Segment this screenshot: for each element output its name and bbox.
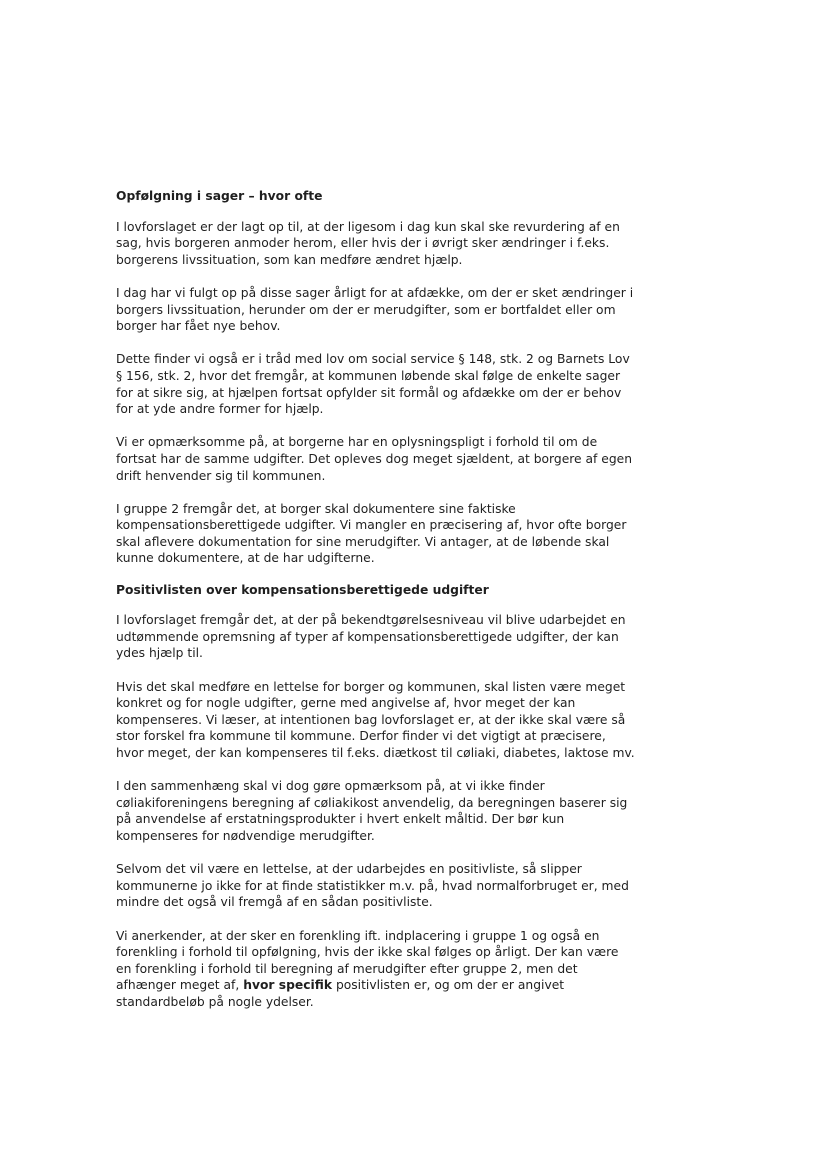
- text-line: I den sammenhæng skal vi dog gøre opmærksom på, at vi ikke finder: [116, 779, 545, 794]
- paragraph: [116, 351, 694, 417]
- paragraph: [116, 679, 694, 762]
- paragraph: [116, 501, 694, 567]
- paragraph: [116, 861, 694, 911]
- paragraph: [116, 434, 694, 484]
- text-line: udtømmende opremsning af typer af kompensationsberettigede udgifter, der kan: [116, 629, 619, 644]
- paragraph: [116, 928, 694, 1011]
- section-heading-positivlisten: Positivlisten over kompensationsberettigede udgifter: [116, 582, 489, 597]
- text-line: en forenkling i forhold til beregning af merudgifter efter gruppe 2, men det: [116, 961, 578, 976]
- text-line: sag, hvis borgeren anmoder herom, eller hvis der i øvrigt sker ændringer i f.eks.: [116, 236, 610, 251]
- text-line: for at yde andre former for hjælp.: [116, 402, 324, 417]
- text-line: kommunerne jo ikke for at finde statistikker m.v. på, hvad normalforbruget er, med: [116, 878, 629, 893]
- text-line: kompenseres. Vi læser, at intentionen bag lovforslaget er, at der ikke skal være så: [116, 712, 626, 727]
- paragraph: [116, 778, 694, 844]
- text-run: afhænger meget af,: [116, 978, 244, 993]
- text-line: mindre det også vil fremgå af en sådan positivliste.: [116, 895, 433, 910]
- section-heading-opfoelgning: Opfølgning i sager – hvor ofte: [116, 189, 323, 203]
- text-line: I gruppe 2 fremgår det, at borger skal dokumentere sine faktiske: [116, 501, 516, 516]
- text-line: Dette finder vi også er i tråd med lov om social service § 148, stk. 2 og Barnets Lov: [116, 352, 630, 367]
- text-line: kompensationsberettigede udgifter. Vi mangler en præcisering af, hvor ofte borger: [116, 518, 627, 533]
- text-line: hvor meget, der kan kompenseres til f.eks. diætkost til cøliaki, diabetes, laktose mv.: [116, 746, 635, 760]
- text-line: Vi er opmærksomme på, at borgerne har en oplysningspligt i forhold til om de: [116, 435, 598, 450]
- text-run: positivlisten er, og om der er angivet: [332, 978, 565, 993]
- text-line: [116, 977, 694, 994]
- text-line: kompenseres for nødvendige merudgifter.: [116, 828, 375, 843]
- text-line: skal aflevere dokumentation for sine merudgifter. Vi antager, at de løbende skal: [116, 534, 610, 549]
- text-line: Vi anerkender, at der sker en forenkling ift. indplacering i gruppe 1 og også en: [116, 928, 600, 943]
- paragraph: [116, 285, 694, 335]
- text-line: borger har fået nye behov.: [116, 319, 281, 334]
- text-line: forenkling i forhold til opfølgning, hvis der ikke skal følges op årligt. Der kan være: [116, 945, 619, 960]
- text-line: I lovforslaget fremgår det, at der på bekendtgørelsesniveau vil blive udarbejdet en: [116, 613, 626, 628]
- text-line: stor forskel fra kommune til kommune. Derfor finder vi det vigtigt at præcisere,: [116, 729, 606, 744]
- text-line: cøliakiforeningens beregning af cøliakikost anvendelig, da beregningen baserer sig: [116, 795, 628, 810]
- emphasis-text: hvor specifik: [243, 978, 333, 993]
- paragraph: [116, 612, 694, 662]
- document-body: [116, 188, 694, 1027]
- text-line: § 156, stk. 2, hvor det fremgår, at kommunen løbende skal følge de enkelte sager: [116, 368, 621, 383]
- text-line: I dag har vi fulgt op på disse sager årligt for at afdække, om der er sket ændringer i: [116, 285, 634, 300]
- text-line: Hvis det skal medføre en lettelse for borger og kommunen, skal listen være meget: [116, 679, 626, 694]
- paragraph: [116, 219, 694, 269]
- text-line: på anvendelse af erstatningsprodukter i hvert enkelt måltid. Der bør kun: [116, 812, 565, 827]
- text-line: ydes hjælp til.: [116, 646, 203, 661]
- text-line: I lovforslaget er der lagt op til, at der ligesom i dag kun skal ske revurdering af en: [116, 219, 620, 234]
- text-line: borgerens livssituation, som kan medføre ændret hjælp.: [116, 252, 463, 267]
- text-line: fortsat har de samme udgifter. Det opleves dog meget sjældent, at borgere af egen: [116, 451, 633, 466]
- text-line: drift henvender sig til kommunen.: [116, 468, 326, 483]
- text-line: standardbeløb på nogle ydelser.: [116, 994, 314, 1009]
- text-line: konkret og for nogle udgifter, gerne med angivelse af, hvor meget der kan: [116, 696, 576, 711]
- text-line: Selvom det vil være en lettelse, at der udarbejdes en positivliste, så slipper: [116, 862, 582, 877]
- text-line: borgers livssituation, herunder om der er merudgifter, som er bortfaldet eller om: [116, 302, 616, 317]
- text-line: for at sikre sig, at hjælpen fortsat opfylder sit formål og afdække om der er behov: [116, 385, 622, 400]
- text-line: kunne dokumentere, at de har udgifterne.: [116, 551, 375, 566]
